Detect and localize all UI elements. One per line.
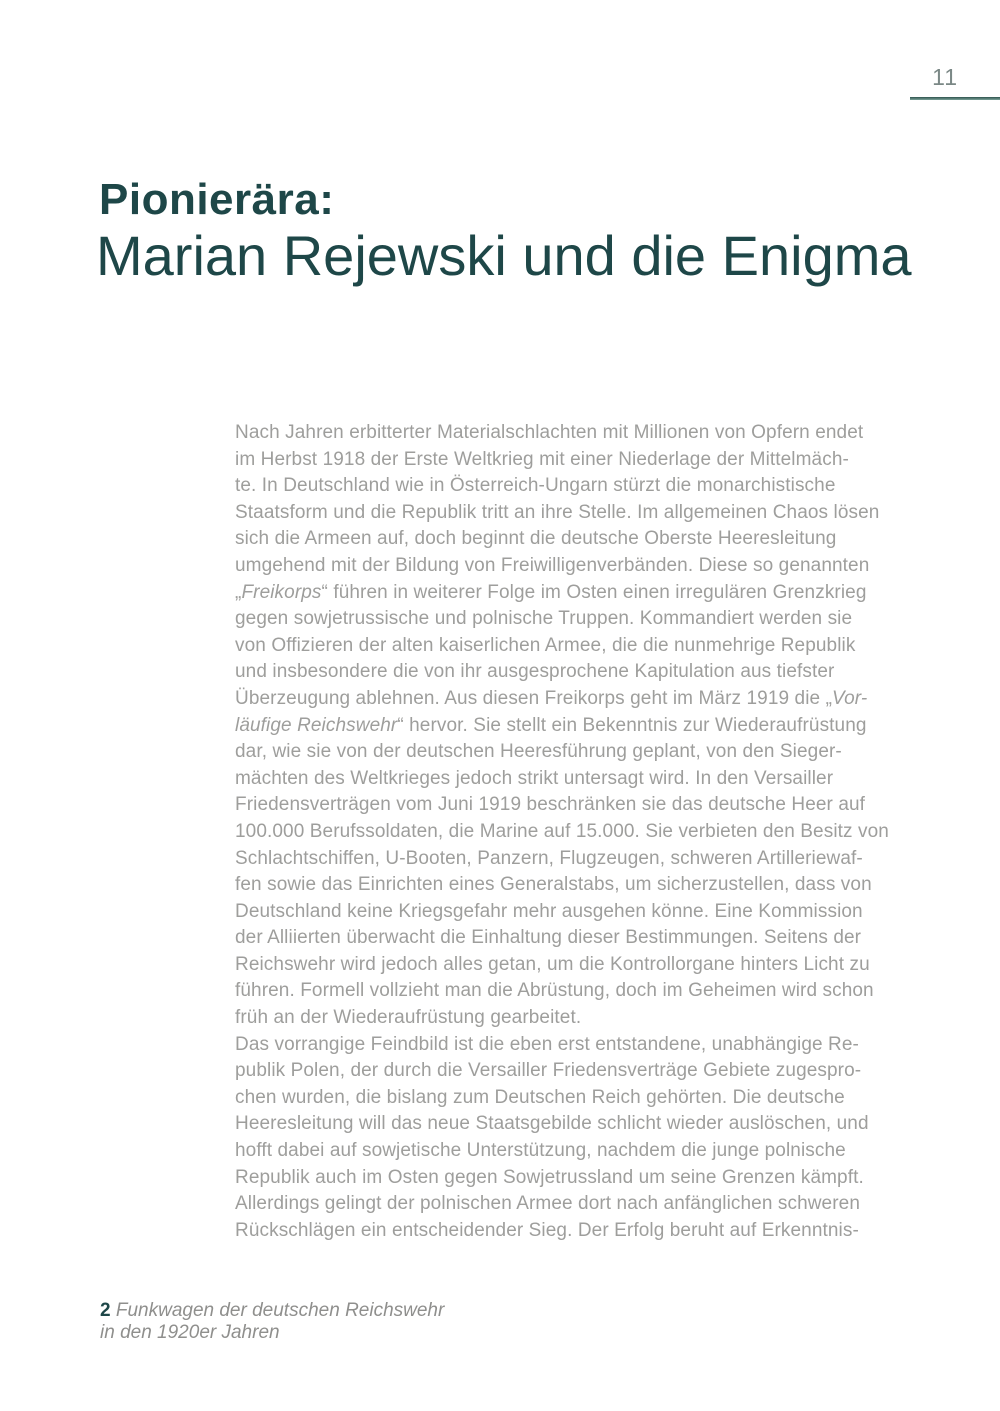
body-line: Heeresleitung will das neue Staatsgebilde schlicht wieder auslöschen, und [235, 1113, 869, 1135]
chapter-title: Marian Rejewski und die Enigma [96, 224, 912, 287]
body-line: sich die Armeen auf, doch beginnt die deutsche Oberste Heeresleitung [235, 528, 837, 550]
body-line: Schlachtschiffen, U-Booten, Panzern, Flugzeugen, schweren Artilleriewaf- [235, 847, 863, 869]
body-line: Überzeugung ablehnen. Aus diesen Freikorps geht im März 1919 die „Vor- [235, 687, 868, 709]
body-line: Reichswehr wird jedoch alles getan, um die Kontrollorgane hinters Licht zu [235, 953, 870, 975]
body-line: „Freikorps“ führen in weiterer Folge im Osten einen irregulären Grenzkrieg [235, 581, 867, 603]
body-line: dar, wie sie von der deutschen Heeresführung geplant, von den Sieger- [235, 741, 842, 763]
body-line: Staatsform und die Republik tritt an ihre Stelle. Im allgemeinen Chaos lösen [235, 501, 880, 523]
chapter-kicker: Pionierära: [99, 175, 335, 224]
body-line: von Offizieren der alten kaiserlichen Armee, die die nunmehrige Republik [235, 634, 856, 656]
body-line: läufige Reichswehr“ hervor. Sie stellt ein Bekenntnis zur Wiederaufrüstung [235, 714, 867, 736]
body-text [235, 420, 925, 1244]
body-line: umgehend mit der Bildung von Freiwilligenverbänden. Diese so genannten [235, 554, 870, 576]
body-line: Rückschlägen ein entscheidender Sieg. Der Erfolg beruht auf Erkenntnis- [235, 1219, 859, 1241]
body-line: hofft dabei auf sowjetische Unterstützung, nachdem die junge polnische [235, 1140, 846, 1162]
header-rule [910, 97, 1000, 100]
body-line: Allerdings gelingt der polnischen Armee dort nach anfänglichen schweren [235, 1193, 860, 1215]
body-line: 100.000 Berufssoldaten, die Marine auf 15.000. Sie verbieten den Besitz von [235, 820, 889, 842]
body-line: fen sowie das Einrichten eines Generalstabs, um sicherzustellen, dass von [235, 874, 872, 896]
body-line: Friedensverträgen vom Juni 1919 beschränken sie das deutsche Heer auf [235, 794, 866, 816]
body-line: und insbesondere die von ihr ausgesprochene Kapitulation aus tiefster [235, 661, 835, 683]
figure-caption-line [100, 1300, 444, 1322]
body-line: Republik auch im Osten gegen Sowjetrussland um seine Grenzen kämpft. [235, 1166, 864, 1188]
body-line: der Alliierten überwacht die Einhaltung dieser Bestimmungen. Seitens der [235, 927, 862, 949]
figure-caption-text-2: in den 1920er Jahren [100, 1322, 280, 1343]
body-line: mächten des Weltkrieges jedoch strikt untersagt wird. In den Versailler [235, 767, 834, 789]
body-line: führen. Formell vollzieht man die Abrüstung, doch im Geheimen wird schon [235, 980, 874, 1002]
figure-caption [100, 1300, 444, 1344]
body-line: im Herbst 1918 der Erste Weltkrieg mit einer Niederlage der Mittelmäch- [235, 448, 849, 470]
body-line: gegen sowjetrussische und polnische Truppen. Kommandiert werden sie [235, 608, 853, 630]
body-line: Deutschland keine Kriegsgefahr mehr ausgehen könne. Eine Kommission [235, 900, 863, 922]
body-line: Das vorrangige Feindbild ist die eben erst entstandene, unabhängige Re- [235, 1033, 859, 1055]
body-line: früh an der Wiederaufrüstung gearbeitet. [235, 1007, 582, 1029]
body-line: Nach Jahren erbitterter Materialschlachten mit Millionen von Opfern endet [235, 422, 864, 443]
figure-caption-text-1: Funkwagen der deutschen Reichswehr [115, 1300, 445, 1321]
body-line: te. In Deutschland wie in Österreich-Ungarn stürzt die monarchistische [235, 475, 836, 497]
page-number: 11 [932, 64, 958, 90]
body-line: chen wurden, die bislang zum Deutschen Reich gehörten. Die deutsche [235, 1086, 845, 1108]
figure-number: 2 [100, 1300, 111, 1321]
body-line: publik Polen, der durch die Versailler Friedensverträge Gebiete zugespro- [235, 1060, 862, 1082]
